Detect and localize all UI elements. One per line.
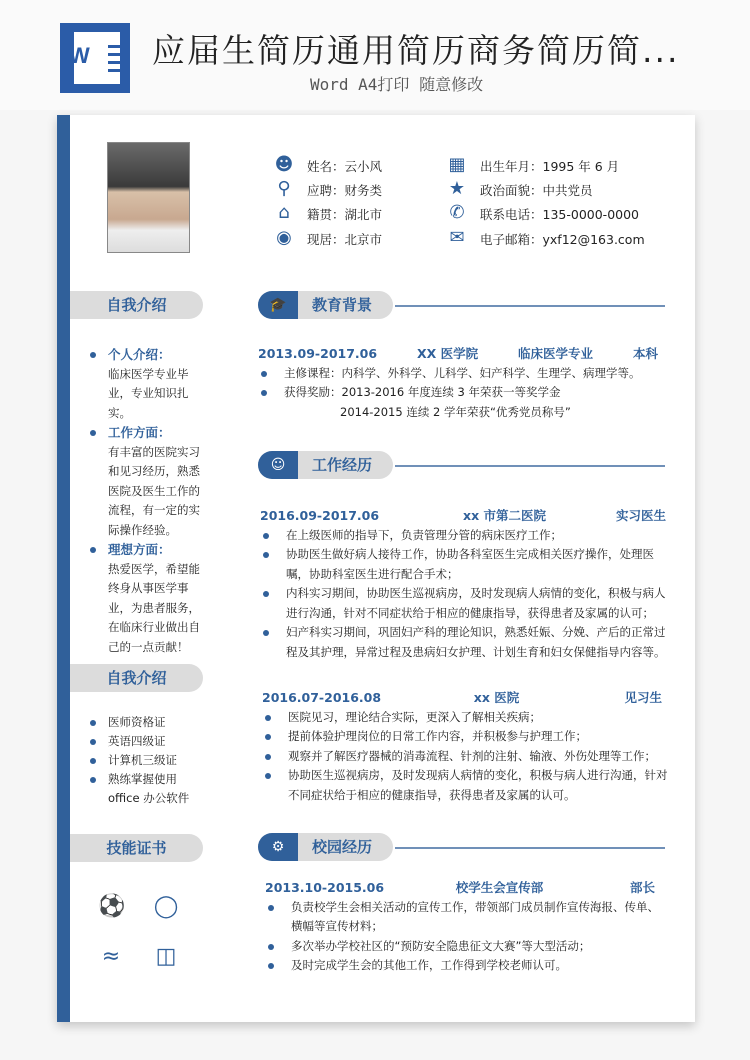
text: 主修课程：内科学、外科学、儿科学、妇产科学、生理学、病理学等。 [258, 364, 668, 384]
book-icon: ◫ [155, 944, 177, 969]
text: W [69, 43, 90, 68]
swimming-icon: ≈ [101, 944, 121, 969]
text: 2014-2015 连续 2 学年荣获“优秀党员称号” [340, 404, 571, 419]
text: 2016.09-2017.06 [260, 508, 380, 523]
text: 工作经历 [312, 456, 373, 474]
text: 工作方面： [108, 425, 171, 440]
info-residence [276, 227, 383, 248]
text: 在上级医师的指导下，负责管理分管的病床医疗工作； [260, 526, 670, 546]
search-icon: ⚲ [277, 178, 291, 199]
text: XX 医学院 [416, 346, 479, 361]
text: 理想方面： [108, 542, 171, 557]
text: 应聘：财务类 [307, 183, 383, 198]
text: 临床医学专业毕业，专业知识扎实。 [108, 366, 189, 420]
text: 医院见习，理论结合实际，更深入了解相关疾病； [262, 708, 672, 728]
text: 个人介绍： [108, 347, 171, 362]
star-icon: ★ [448, 178, 466, 199]
list-item: 英语四级证 [90, 732, 205, 751]
text: 政治面貌：中共党员 [480, 183, 593, 198]
profile-photo [107, 142, 190, 253]
list-item: office 办公软件 [108, 791, 190, 805]
text: 多次举办学校社区的“预防安全隐患征文大赛”等大型活动； [265, 937, 665, 957]
soccer-icon: ⚽ [98, 894, 126, 919]
info-hometown [278, 202, 383, 223]
campus-entry [265, 878, 665, 976]
work-entry [260, 506, 670, 662]
info-politics [448, 178, 593, 199]
text: 校学生会宣传部 [455, 880, 544, 895]
text: 热爱医学，希望能终身从事医学事业，为患者服务，在临床行业做出自己的一点贡献！ [108, 561, 200, 654]
text: 妇产科实习期间，巩固妇产科的理论知识，熟悉妊娠、分娩、产后的正常过程及其护理，异常过程及患病妇女护理、计划生育和妇女保健指导内容等。 [260, 623, 670, 662]
text: 校园经历 [312, 838, 373, 856]
text: 观察并了解医疗器械的消毒流程、针剂的注射、输液、外伤处理等工作； [262, 747, 672, 767]
text: 实习医生 [615, 508, 666, 523]
word-logo-icon [60, 23, 130, 93]
text: 负责校学生会相关活动的宣传工作，带领部门成员制作宣传海报、传单、横幅等宣传材料； [265, 898, 665, 937]
info-name [274, 154, 383, 175]
education-entry [258, 344, 668, 422]
document-title: 应届生简历通用简历商务简历简... [152, 31, 680, 70]
text: 内科实习期间，协助医生巡视病房，及时发现病人病情的变化，积极与病人进行沟通，针对不同症状给于相应的健康指导，获得患者及家属的认可； [260, 584, 670, 623]
text: 部长 [629, 880, 655, 895]
text: 协助医生巡视病房，及时发现病人病情的变化，积极与病人进行沟通，针对不同症状给于相应的健康指导，获得患者及家属的认可。 [262, 766, 672, 805]
info-position [277, 178, 383, 199]
list-item [90, 540, 205, 657]
text: 出生年月：1995 年 6 月 [480, 159, 620, 174]
text: xx 医院 [473, 690, 520, 705]
text: 获得奖励：2013-2016 年度连续 3 年荣获一等奖学金 [258, 383, 668, 403]
people-icon: ☺ [258, 451, 298, 479]
list-item [90, 345, 205, 423]
location-icon: ◉ [276, 227, 292, 248]
text: xx 市第二医院 [463, 508, 547, 523]
text: 现居：北京市 [307, 232, 383, 247]
text: 2013.09-2017.06 [258, 346, 378, 361]
text: 籍贯：湖北市 [307, 207, 383, 222]
person-icon: ☻ [274, 154, 294, 175]
section-heading-education [258, 291, 665, 319]
document-subtitle: Word A4打印 随意修改 [310, 75, 484, 94]
sidebar-heading-intro: 自我介绍 [70, 291, 203, 319]
list-item: 计算机三级证 [90, 751, 205, 770]
basketball-icon: ◯ [153, 894, 179, 919]
info-birth [448, 154, 620, 175]
sidebar-heading-certs: 自我介绍 [70, 664, 203, 692]
list-item: 熟练掌握使用 [90, 770, 205, 789]
sidebar-heading-skills: 技能证书 [70, 834, 203, 862]
mail-icon: ✉ [449, 227, 465, 248]
text: 联系电话：135-0000-0000 [480, 207, 640, 222]
list-item: 医师资格证 [90, 713, 205, 732]
section-heading-work [258, 451, 665, 479]
text: 2013.10-2015.06 [265, 880, 385, 895]
group-icon: ⚙ [258, 833, 298, 861]
info-email [449, 227, 645, 248]
info-phone [449, 202, 640, 223]
text: 电子邮箱：yxf12@163.com [480, 232, 645, 247]
text: 提前体验护理岗位的日常工作内容，并积极参与护理工作； [262, 727, 672, 747]
text: 协助医生做好病人接待工作，协助各科室医生完成相关医疗操作，处理医嘱，协助科室医生进行配合手术； [260, 545, 670, 584]
list-item [90, 423, 205, 540]
text: 见习生 [624, 690, 662, 705]
text: 本科 [632, 346, 658, 361]
graduation-cap-icon: 🎓 [258, 291, 298, 319]
text: 姓名：云小风 [307, 159, 383, 174]
certs-list [90, 713, 205, 808]
section-heading-campus [258, 833, 665, 861]
left-accent-bar [57, 115, 70, 1022]
calendar-icon: ▦ [448, 154, 466, 175]
work-entry [262, 688, 672, 805]
text: 教育背景 [312, 296, 373, 314]
phone-icon: ✆ [449, 202, 465, 223]
preview-header [0, 0, 750, 110]
home-icon: ⌂ [278, 202, 290, 223]
intro-list [90, 345, 205, 657]
text: 及时完成学生会的其他工作，工作得到学校老师认可。 [265, 956, 665, 976]
text: 2016.07-2016.08 [262, 690, 382, 705]
text: 临床医学专业 [518, 346, 594, 361]
text: 有丰富的医院实习和见习经历，熟悉医院及医生工作的流程，有一定的实际操作经验。 [108, 444, 200, 537]
